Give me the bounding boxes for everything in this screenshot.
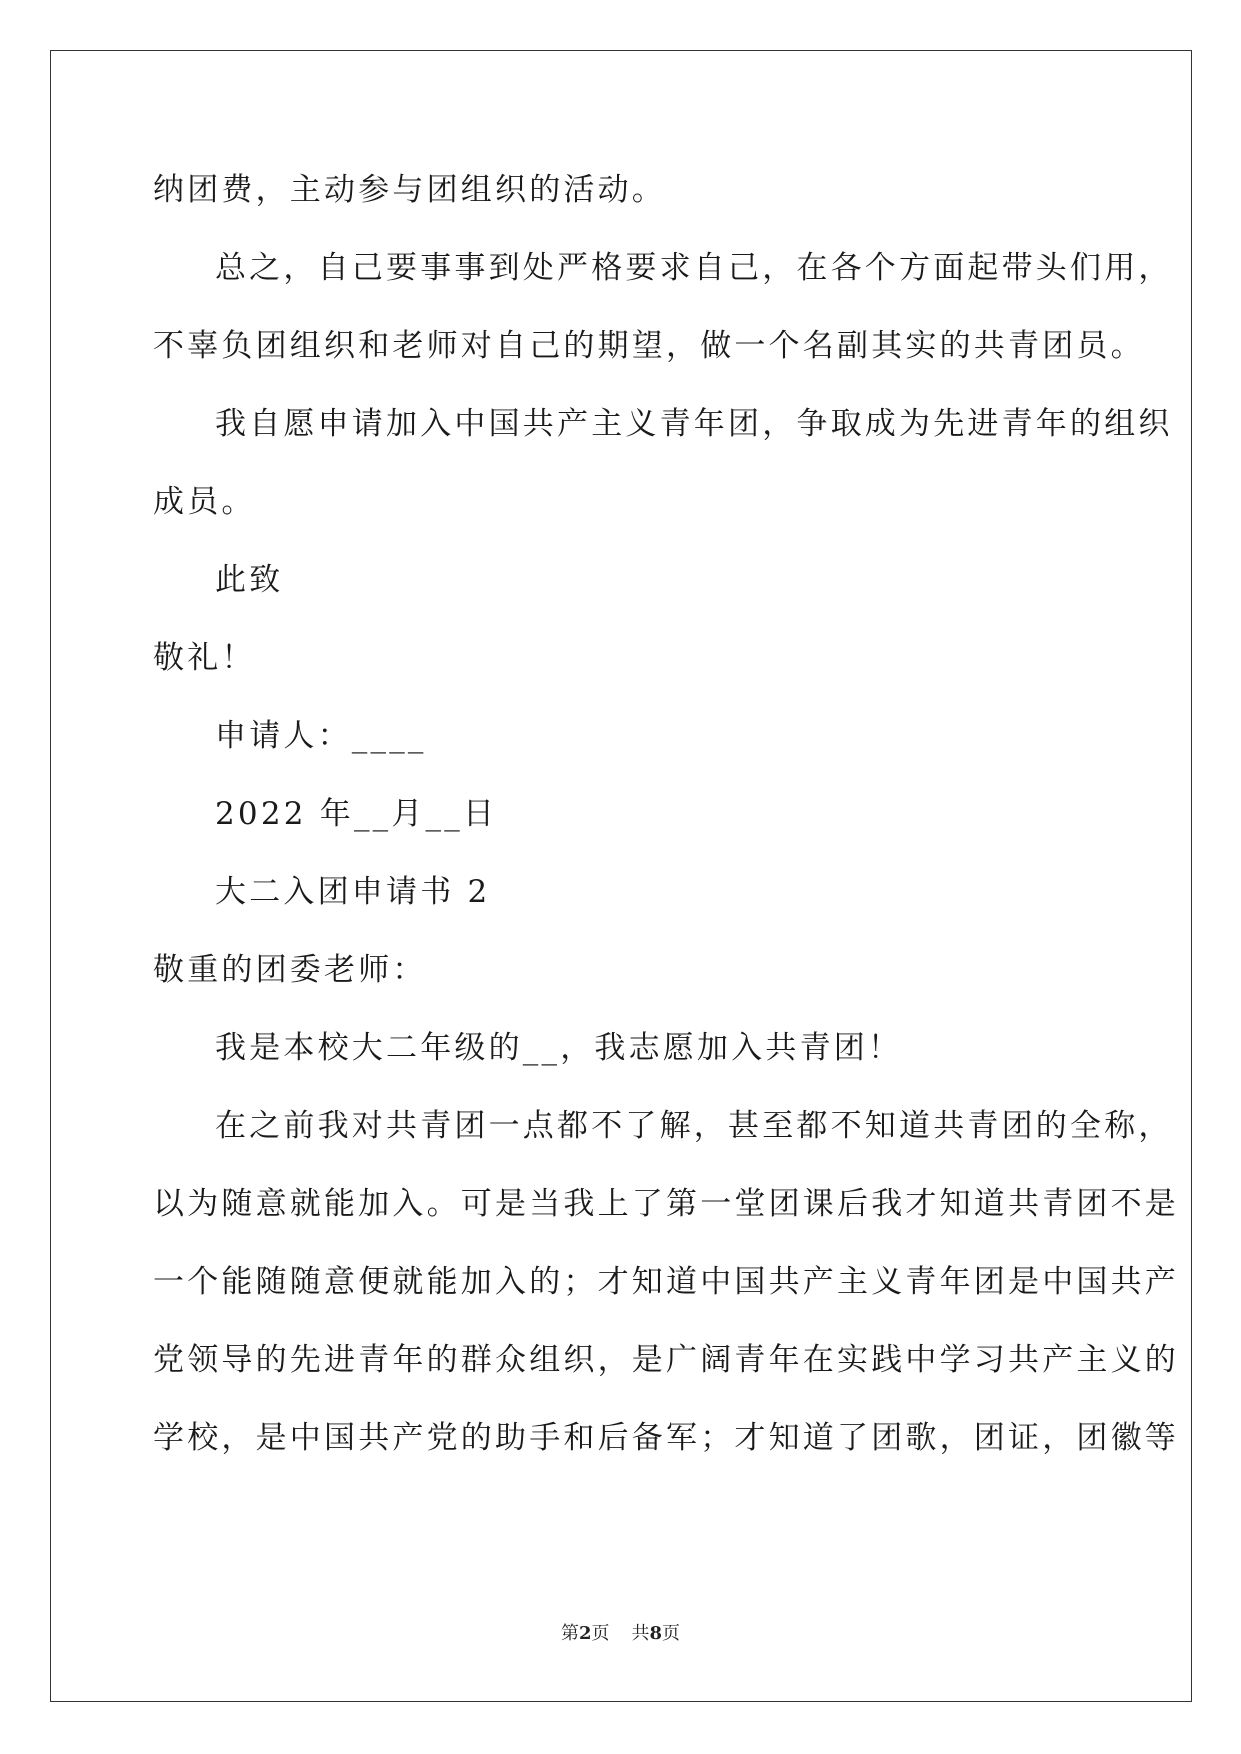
applicant-signature-line: 申请人：____ <box>215 718 427 754</box>
total-prefix: 共 <box>631 1623 650 1644</box>
text-line: 总之，自己要事事到处严格要求自己，在各个方面起带头们用， <box>215 250 1173 286</box>
salutation-closing: 此致 <box>215 562 284 598</box>
page-number: 2 <box>578 1623 592 1644</box>
text-line: 不辜负团组织和老师对自己的期望，做一个名副其实的共青团员。 <box>153 328 1145 364</box>
page-footer <box>0 1622 1241 1646</box>
greeting-line: 敬重的团委老师： <box>153 952 427 988</box>
text-line: 学校，是中国共产党的助手和后备军；才知道了团歌，团证，团徽等 <box>153 1420 1179 1456</box>
section-title: 大二入团申请书 2 <box>215 874 491 910</box>
total-suffix: 页 <box>662 1623 681 1644</box>
salutation-regards: 敬礼！ <box>153 640 256 676</box>
page-suffix: 页 <box>591 1623 610 1644</box>
text-line: 在之前我对共青团一点都不了解，甚至都不知道共青团的全称， <box>215 1108 1173 1144</box>
text-line: 我是本校大二年级的__，我志愿加入共青团！ <box>215 1030 903 1066</box>
text-line: 我自愿申请加入中国共产主义青年团，争取成为先进青年的组织 <box>215 406 1173 442</box>
text-line: 成员。 <box>153 484 256 520</box>
total-pages: 8 <box>649 1623 663 1644</box>
page-prefix: 第 <box>560 1623 579 1644</box>
text-line: 纳团费，主动参与团组织的活动。 <box>153 172 666 208</box>
text-line: 党领导的先进青年的群众组织，是广阔青年在实践中学习共产主义的 <box>153 1342 1179 1378</box>
text-line: 以为随意就能加入。可是当我上了第一堂团课后我才知道共青团不是 <box>153 1186 1179 1222</box>
date-line: 2022 年__月__日 <box>215 796 498 832</box>
text-line: 一个能随随意便就能加入的；才知道中国共产主义青年团是中国共产 <box>153 1264 1179 1300</box>
